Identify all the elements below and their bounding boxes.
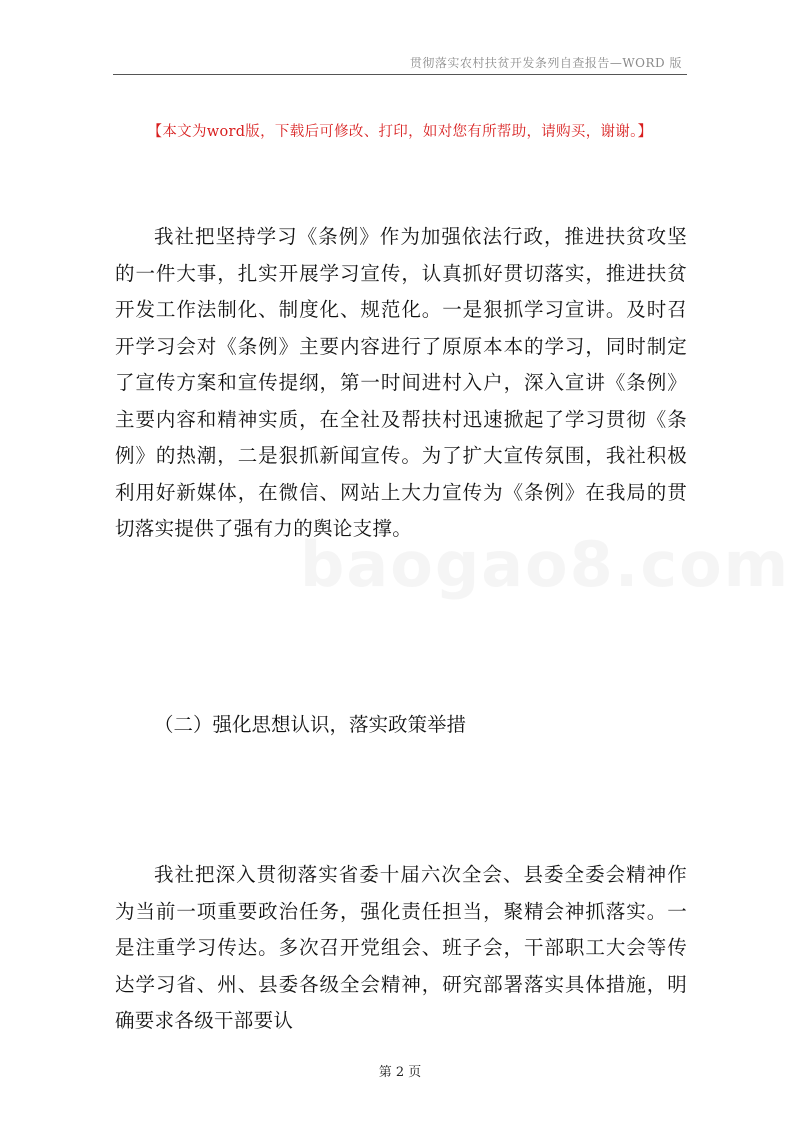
download-notice: 【本文为word版，下载后可修改、打印，如对您有所帮助，请购买，谢谢。】	[147, 124, 653, 140]
body-paragraph-2: 我社把深入贯彻落实省委十届六次全会、县委全委会精神作为当前一项重要政治任务，强化责任担当，聚精会神抓落实。一是注重学习传达。多次召开党组会、班子会，干部职工大会等传达学习省、州、县委各级全会精神，研究部署落实具体措施，明确要求各级干部要认	[115, 863, 687, 1032]
watermark: baogao8.com	[300, 528, 791, 601]
page-number: 第 2 页	[378, 1065, 422, 1080]
document-header-title: 贯彻落实农村扶贫开发条列自查报告—WORD 版	[409, 56, 682, 70]
section-heading: （二）强化思想认识，落实政策举措	[154, 713, 467, 736]
header-divider	[113, 74, 687, 75]
body-paragraph-1: 我社把坚持学习《条例》作为加强依法行政，推进扶贫攻坚的一件大事，扎实开展学习宣传，认真抓好贯切落实，推进扶贫开发工作法制化、制度化、规范化。一是狠抓学习宣讲。及时召开学习会对《条例》主要内容进行了原原本本的学习，同时制定了宣传方案和宣传提纲，第一时间进村入户，深入宣讲《条例》主要内容和精神实质，在全社及帮扶村迅速掀起了学习贯彻《条例》的热潮，二是狠抓新闻宣传。为了扩大宣传氛围，我社积极利用好新媒体，在微信、网站上大力宣传为《条例》在我局的贯切落实提供了强有力的舆论支撑。	[115, 225, 687, 540]
